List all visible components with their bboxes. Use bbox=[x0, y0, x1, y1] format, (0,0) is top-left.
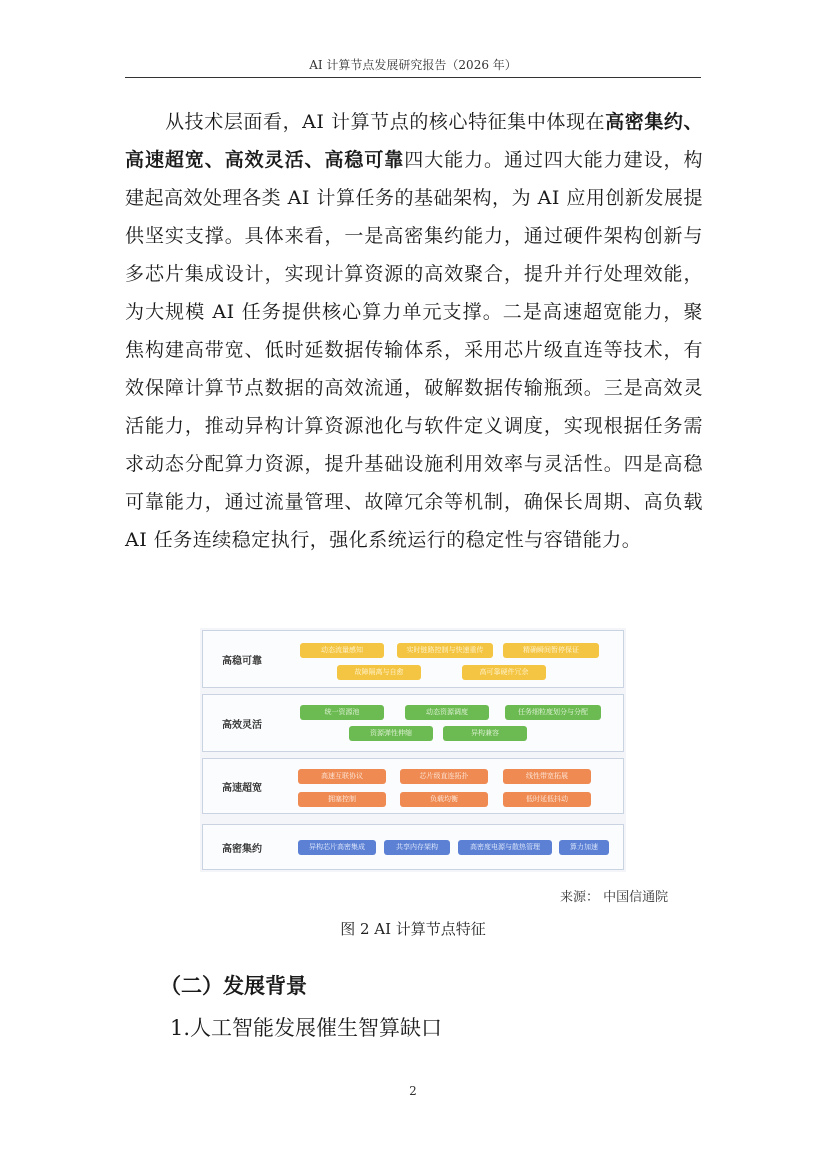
page-header: AI 计算节点发展研究报告（2026 年） bbox=[125, 55, 701, 78]
diagram-item: 异构兼容 bbox=[443, 726, 527, 741]
layer-high-reliability bbox=[202, 630, 624, 688]
diagram-item: 统一资源池 bbox=[300, 705, 384, 720]
diagram-item: 高密度电源与散热管理 bbox=[458, 840, 552, 855]
layer-high-flexibility bbox=[202, 694, 624, 752]
paragraph-run-3: 四大能力。通过四大能力建设，构建起高效处理各类 AI 计算任务的基础架构，为 AI 应用创新发展提供坚实支撑。具体来看，一是高密集约能力，通过硬件架构创新与多芯片集成设计，实现计算资源的高效聚合，提升并行处理效能，为大规模 AI 任务提供核心算力单元支撑。二是高速超宽能力，聚焦构建高带宽、低时延数据传输体系，采用芯片级直连等技术，有效保障计算节点数据的高效流通，破解数据传输瓶颈。三是高效灵活能力，推动异构计算资源池化与软件定义调度，实现根据任务需求动态分配算力资源，提升基础设施利用效率与灵活性。四是高稳可靠能力，通过流量管理、故障冗余等机制，确保长周期、高负载 AI 任务连续稳定执行，强化系统运行的稳定性与容错能力。 bbox=[125, 149, 703, 551]
diagram-item: 动态资源调度 bbox=[405, 705, 489, 720]
layer-high-bandwidth bbox=[202, 758, 624, 814]
paragraph-run-1: 从技术层面看，AI 计算节点的核心特征集中体现在 bbox=[165, 111, 606, 133]
layer-label: 高速超宽 bbox=[222, 782, 262, 794]
diagram-item: 资源弹性伸缩 bbox=[349, 726, 433, 741]
diagram-item: 任务细粒度划分与分配 bbox=[505, 705, 601, 720]
figure-source: 来源： 中国信通院 bbox=[560, 890, 669, 905]
subsection-heading: 1.人工智能发展催生智算缺口 bbox=[170, 1016, 443, 1040]
diagram-item: 负载均衡 bbox=[400, 792, 488, 807]
figure-caption: 图 2 AI 计算节点特征 bbox=[340, 920, 486, 938]
diagram-item: 高速互联协议 bbox=[298, 769, 386, 784]
section-heading: （二）发展背景 bbox=[160, 974, 307, 998]
diagram-item: 低时延低抖动 bbox=[503, 792, 591, 807]
paragraph-run-bold: 高密集约、高速超宽、高效灵活、高稳可靠 bbox=[125, 111, 703, 171]
diagram-item: 精确瞬间暂停保证 bbox=[503, 643, 599, 658]
feature-diagram bbox=[200, 628, 626, 872]
body-paragraph bbox=[125, 103, 703, 559]
diagram-item: 高可靠硬件冗余 bbox=[462, 665, 546, 680]
layer-label: 高效灵活 bbox=[222, 719, 262, 731]
page-number: 2 bbox=[409, 1084, 417, 1098]
diagram-item: 故障隔离与自愈 bbox=[337, 665, 421, 680]
layer-high-density bbox=[202, 824, 624, 870]
diagram-item: 线性带宽拓展 bbox=[503, 769, 591, 784]
layer-label: 高稳可靠 bbox=[222, 655, 262, 667]
diagram-item: 实时链路控制与快速重传 bbox=[397, 643, 493, 658]
layer-label: 高密集约 bbox=[222, 843, 262, 855]
diagram-item: 算力加速 bbox=[559, 840, 609, 855]
diagram-item: 拥塞控制 bbox=[298, 792, 386, 807]
diagram-item: 共享内存架构 bbox=[384, 840, 450, 855]
diagram-item: 异构芯片高密集成 bbox=[298, 840, 376, 855]
diagram-item: 动态流量感知 bbox=[300, 643, 384, 658]
diagram-item: 芯片级直连拓扑 bbox=[400, 769, 488, 784]
